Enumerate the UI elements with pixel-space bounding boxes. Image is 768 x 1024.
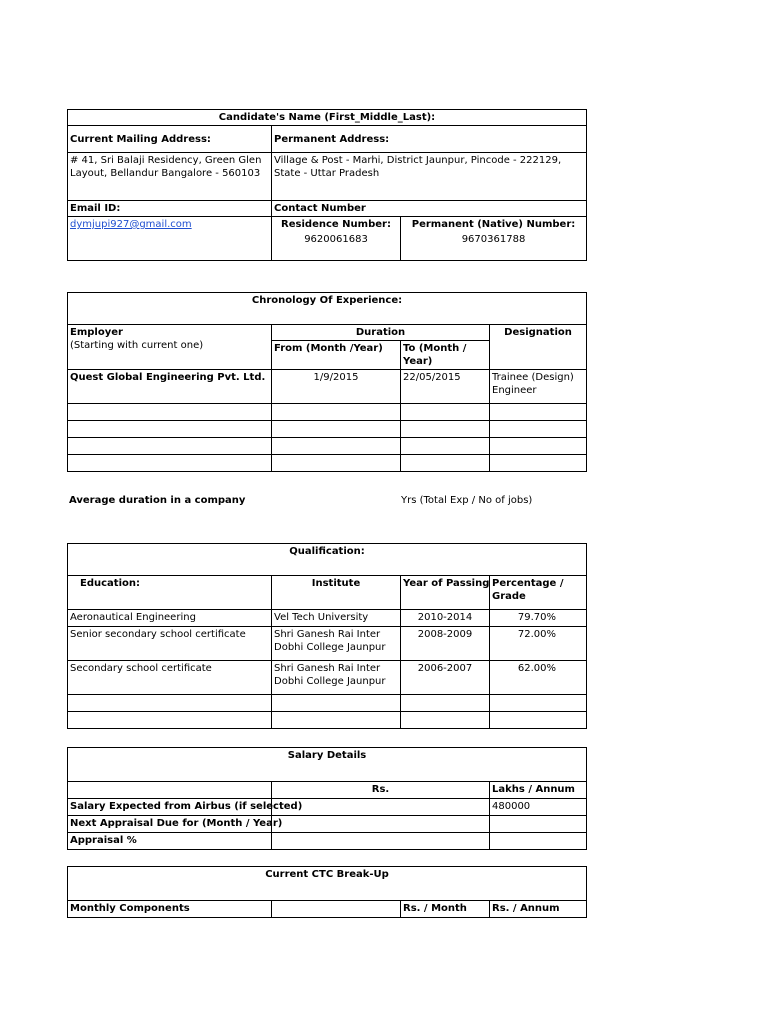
designation-cell: Trainee (Design) Engineer xyxy=(490,370,587,404)
average-duration-note: Yrs (Total Exp / No of jobs) xyxy=(401,495,533,506)
components-label: Monthly Components xyxy=(68,901,272,918)
experience-title: Chronology Of Experience: xyxy=(68,293,587,325)
institute-cell: Vel Tech University xyxy=(272,610,401,627)
email-link[interactable]: dymjupi927@gmail.com xyxy=(70,219,192,230)
candidate-table xyxy=(67,109,587,261)
year-label: Year of Passing xyxy=(401,576,490,610)
current-address-value: # 41, Sri Balaji Residency, Green Glen Layout, Bellandur Bangalore - 560103 xyxy=(68,153,272,201)
education-cell: Aeronautical Engineering xyxy=(68,610,272,627)
to-label: To (Month / Year) xyxy=(401,341,490,370)
employer-note: (Starting with current one) xyxy=(70,340,204,351)
average-duration-label: Average duration in a company xyxy=(69,495,246,506)
education-label: Education: xyxy=(68,576,272,610)
salary-expected-label: Salary Expected from Airbus (if selected) xyxy=(68,799,272,816)
ctc-table xyxy=(67,866,587,918)
experience-table xyxy=(67,292,587,472)
education-cell: Senior secondary school certificate xyxy=(68,627,272,661)
from-cell: 1/9/2015 xyxy=(272,370,401,404)
permanent-address-value: Village & Post - Marhi, District Jaunpur, Pincode - 222129, State - Uttar Pradesh xyxy=(272,153,587,201)
email-label: Email ID: xyxy=(68,201,272,217)
candidate-name-label: Candidate's Name (First_Middle_Last): xyxy=(68,110,587,126)
institute-cell: Shri Ganesh Rai Inter Dobhi College Jaunpur xyxy=(272,661,401,695)
salary-table xyxy=(67,747,587,850)
employer-label: Employer xyxy=(70,327,123,338)
rs-annum-label: Rs. / Annum xyxy=(490,901,587,918)
qualification-table xyxy=(67,543,587,729)
from-label: From (Month /Year) xyxy=(272,341,401,370)
lakhs-label: Lakhs / Annum xyxy=(490,782,587,799)
current-address-label: Current Mailing Address: xyxy=(68,126,272,153)
education-cell: Secondary school certificate xyxy=(68,661,272,695)
to-cell: 22/05/2015 xyxy=(401,370,490,404)
designation-label: Designation xyxy=(490,325,587,370)
grade-cell: 79.70% xyxy=(490,610,587,627)
contact-number-label: Contact Number xyxy=(272,201,587,217)
appraisal-due-label: Next Appraisal Due for (Month / Year) xyxy=(68,816,272,833)
ctc-title: Current CTC Break-Up xyxy=(68,867,587,901)
grade-cell: 72.00% xyxy=(490,627,587,661)
year-cell: 2008-2009 xyxy=(401,627,490,661)
institute-cell: Shri Ganesh Rai Inter Dobhi College Jaunpur xyxy=(272,627,401,661)
rs-month-label: Rs. / Month xyxy=(401,901,490,918)
salary-title: Salary Details xyxy=(68,748,587,782)
residence-number-label: Residence Number: xyxy=(281,219,391,230)
residence-number-value: 9620061683 xyxy=(304,234,368,245)
grade-label: Percentage / Grade xyxy=(490,576,587,610)
employer-cell: Quest Global Engineering Pvt. Ltd. xyxy=(68,370,272,404)
native-number-label: Permanent (Native) Number: xyxy=(411,219,576,230)
rs-label: Rs. xyxy=(272,782,490,799)
year-cell: 2010-2014 xyxy=(401,610,490,627)
qualification-title: Qualification: xyxy=(68,544,587,576)
salary-expected-value: 480000 xyxy=(490,799,587,816)
appraisal-pct-label: Appraisal % xyxy=(68,833,272,850)
native-number-value: 9670361788 xyxy=(461,234,526,245)
duration-label: Duration xyxy=(272,325,490,341)
grade-cell: 62.00% xyxy=(490,661,587,695)
institute-label: Institute xyxy=(272,576,401,610)
year-cell: 2006-2007 xyxy=(401,661,490,695)
permanent-address-label: Permanent Address: xyxy=(272,126,587,153)
